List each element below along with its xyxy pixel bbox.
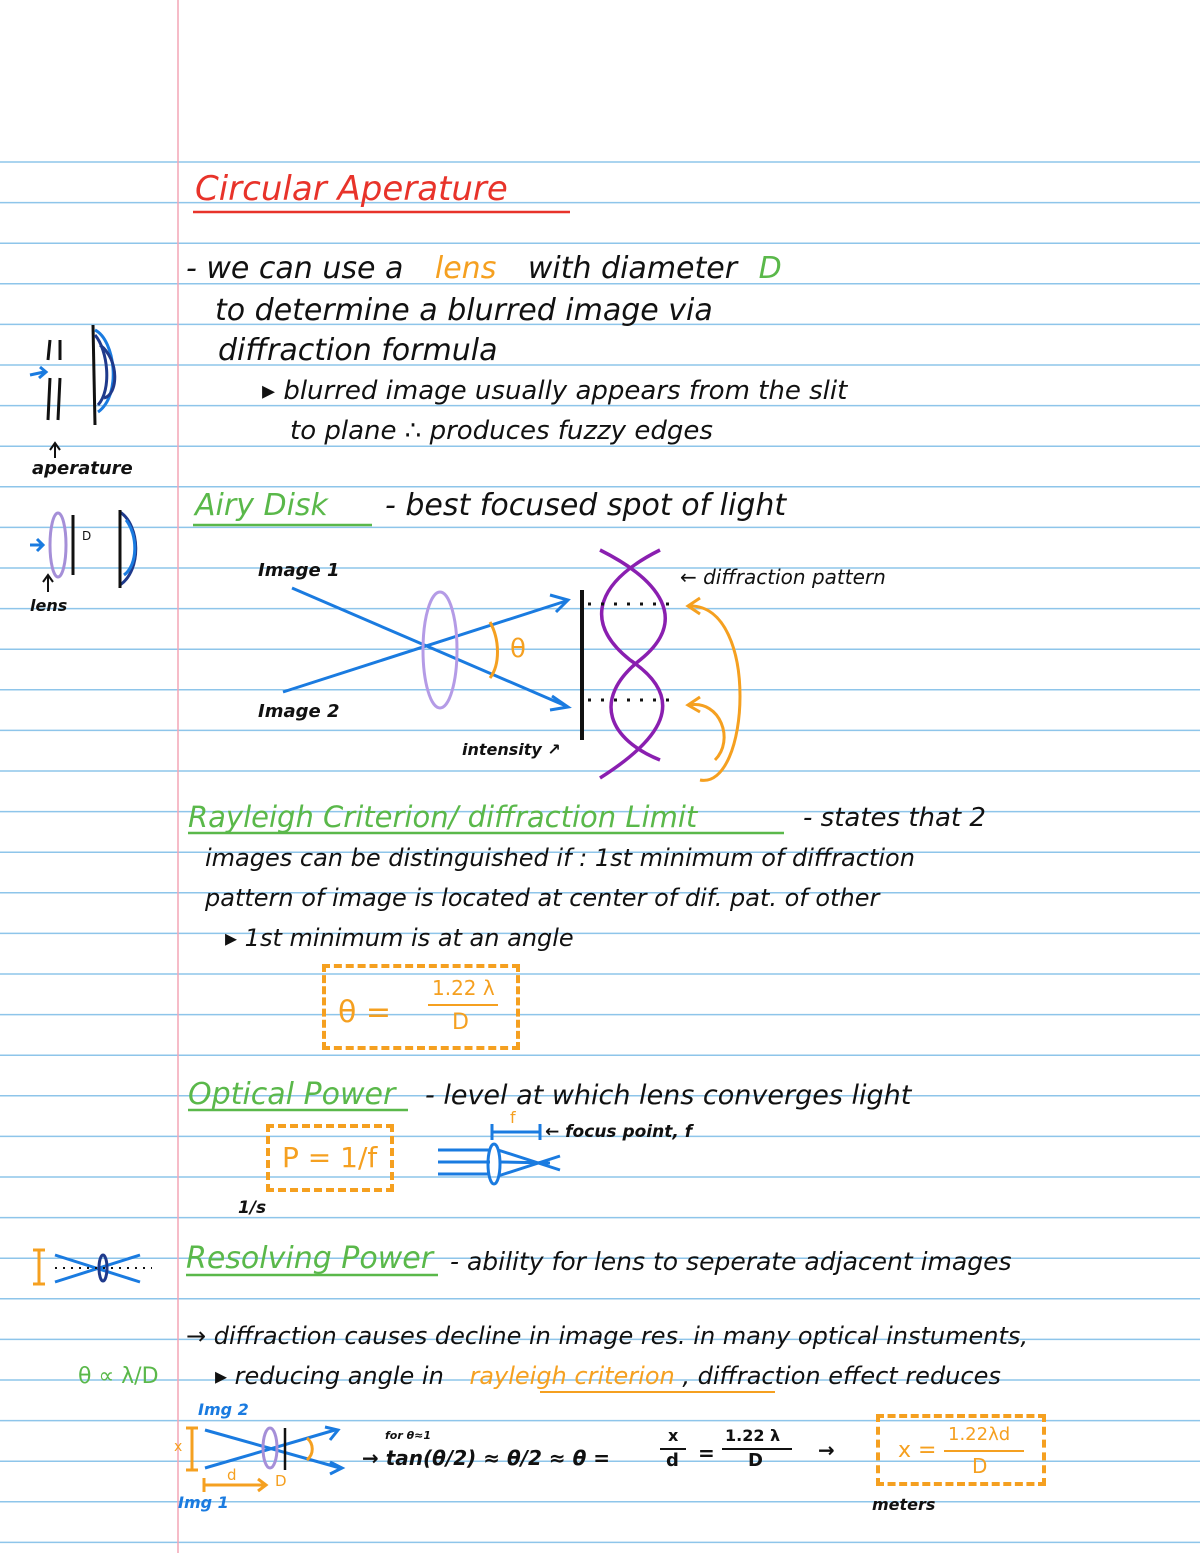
rayleigh-formula-den: D <box>452 1010 469 1035</box>
derivation-num: 1.22 λ <box>725 1426 781 1445</box>
resolving-heading: Resolving Power <box>186 1241 434 1276</box>
airy-definition: - best focused spot of light <box>385 488 787 523</box>
rayleigh-heading: Rayleigh Criterion/ diffraction Limit <box>188 800 698 834</box>
aperture-label: aperature <box>32 458 133 479</box>
derivation-x-den: d <box>666 1450 679 1471</box>
d-label: d <box>227 1466 237 1484</box>
intensity-label: intensity ↗ <box>462 740 561 759</box>
optical-f-label: f <box>510 1108 516 1127</box>
intro-line-1-a: - we can use a <box>186 251 404 286</box>
rayleigh-line-3: pattern of image is located at center of dif. pat. of other <box>205 884 880 912</box>
resolving-point-2-a: ▸ reducing angle in <box>215 1362 444 1390</box>
rayleigh-criterion-link: rayleigh criterion <box>469 1362 675 1390</box>
x-label: x <box>174 1439 183 1455</box>
resolving-definition: - ability for lens to seperate adjacent images <box>450 1247 1012 1276</box>
derivation-chain: → tan(θ/2) ≈ θ/2 ≈ θ = <box>362 1446 611 1470</box>
rayleigh-line-2: images can be distinguished if : 1st minimum of diffraction <box>205 844 915 872</box>
rayleigh-definition: - states that 2 <box>803 803 986 833</box>
margin-proportionality: θ ∝ λ/D <box>78 1364 159 1389</box>
image-1-label: Image 1 <box>258 560 340 581</box>
derivation-x-num: x <box>668 1426 679 1445</box>
diffraction-pattern-label: ← diffraction pattern <box>680 565 886 589</box>
intro-line-3: diffraction formula <box>218 333 498 368</box>
lens-label: lens <box>30 596 68 615</box>
result-den: D <box>972 1454 988 1478</box>
airy-heading: Airy Disk <box>195 488 328 523</box>
theta-label: θ <box>510 634 526 664</box>
optical-heading: Optical Power <box>188 1077 396 1112</box>
result-fraction-bar <box>944 1450 1024 1452</box>
resolving-point-2-b: , diffraction effect reduces <box>682 1362 1001 1390</box>
rayleigh-fraction-bar <box>428 1004 498 1006</box>
term-diameter-D: D <box>758 251 782 286</box>
derivation-sketch <box>186 1427 342 1492</box>
intro-line-1-b: with diameter <box>527 251 738 286</box>
img2-label: Img 2 <box>198 1400 249 1419</box>
intro-sub-1: ▸ blurred image usually appears from the slit <box>262 376 848 406</box>
img1-label: Img 1 <box>178 1493 229 1512</box>
D-label: D <box>275 1472 287 1490</box>
intro-sub-2: to plane ∴ produces fuzzy edges <box>290 416 713 446</box>
resolving-margin-sketch <box>33 1250 152 1284</box>
aperture-sketch <box>30 325 115 458</box>
small-angle-note: for θ≈1 <box>385 1429 432 1442</box>
term-lens: lens <box>434 251 497 286</box>
derivation-eq: = <box>698 1441 715 1465</box>
lens-sketch <box>30 510 136 592</box>
lens-d-label: D <box>82 529 92 543</box>
rayleigh-line-4: ▸ 1st minimum is at an angle <box>225 924 574 952</box>
derivation-den: D <box>748 1450 763 1471</box>
intro-line-1 <box>186 251 782 286</box>
resolving-point-1: → diffraction causes decline in image res. in many optical instuments, <box>186 1322 1029 1350</box>
intro-line-2: to determine a blurred image via <box>215 293 713 328</box>
optical-formula: P = 1/f <box>282 1141 378 1174</box>
rayleigh-formula-num: 1.22 λ <box>432 976 495 1000</box>
resolving-point-2 <box>215 1364 1001 1388</box>
optical-units: 1/s <box>238 1198 267 1218</box>
page-title: Circular Aperature <box>195 169 508 209</box>
focus-point-label: ← focus point, f <box>545 1122 693 1142</box>
image-2-label: Image 2 <box>258 701 340 722</box>
rayleigh-formula-lhs: θ = <box>338 995 392 1030</box>
result-num: 1.22λd <box>948 1424 1011 1445</box>
derivation-arrow: → <box>818 1438 835 1462</box>
result-units: meters <box>872 1495 936 1514</box>
result-lhs: x = <box>898 1438 937 1463</box>
optical-definition: - level at which lens converges light <box>425 1080 912 1111</box>
focus-sketch <box>438 1124 560 1184</box>
